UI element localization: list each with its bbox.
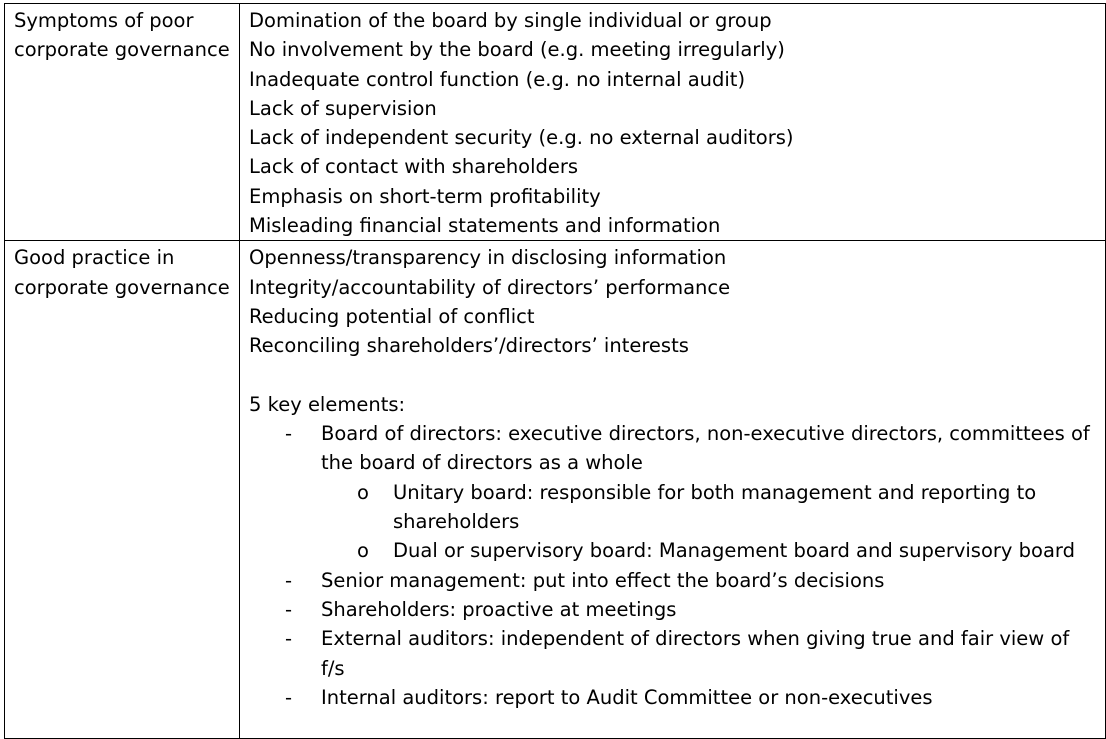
list-item: Openness/transparency in disclosing information xyxy=(249,246,727,270)
list-item: Misleading financial statements and information xyxy=(249,214,721,238)
list-item: Reducing potential of conflict xyxy=(249,304,535,328)
content-cell-symptoms xyxy=(240,4,1106,241)
list-item: No involvement by the board (e.g. meeting irregularly) xyxy=(249,38,785,62)
dash-bullet: - xyxy=(285,422,293,446)
sub-element-text: Unitary board: responsible for both management and reporting to shareholders xyxy=(393,480,1037,534)
key-element-text: Internal auditors: report to Audit Committee or non-executives xyxy=(321,685,933,709)
key-element-text: External auditors: independent of directors when giving true and fair view of f/s xyxy=(321,627,1070,680)
list-item: Inadequate control function (e.g. no internal audit) xyxy=(249,67,746,91)
key-elements-heading: 5 key elements: xyxy=(249,392,406,416)
list-item: Lack of independent security (e.g. no external auditors) xyxy=(249,126,794,150)
dash-bullet: - xyxy=(285,597,293,621)
list-item: Lack of contact with shareholders xyxy=(249,155,579,179)
key-element-text: Shareholders: proactive at meetings xyxy=(321,597,677,621)
key-element-item xyxy=(249,683,1097,712)
heading-cell-good-practice xyxy=(5,241,240,739)
key-element-item xyxy=(249,566,1097,595)
dash-bullet: - xyxy=(285,627,293,651)
list-item: Reconciling shareholders’/directors’ interests xyxy=(249,334,689,358)
list-item: Emphasis on short-term profitability xyxy=(249,184,601,208)
heading-cell-symptoms xyxy=(5,4,240,241)
sub-element-item xyxy=(249,478,1097,537)
dash-bullet: - xyxy=(285,568,293,592)
key-element-item xyxy=(249,595,1097,624)
sub-element-text: Dual or supervisory board: Management board and supervisory board xyxy=(393,539,1075,563)
circle-bullet: o xyxy=(357,539,369,563)
key-element-item xyxy=(249,419,1097,478)
list-item: Lack of supervision xyxy=(249,96,437,120)
list-item: Integrity/accountability of directors’ performance xyxy=(249,275,731,299)
key-element-text: Senior management: put into effect the board’s decisions xyxy=(321,568,885,592)
table-row-good-practice xyxy=(5,241,1106,739)
list-item: Domination of the board by single individual or group xyxy=(249,9,772,32)
content-cell-good-practice xyxy=(240,241,1106,739)
table-row-symptoms xyxy=(5,4,1106,241)
sub-element-item xyxy=(249,536,1097,565)
corporate-governance-table xyxy=(4,3,1106,739)
circle-bullet: o xyxy=(357,480,369,504)
blank-line xyxy=(249,361,1097,390)
key-element-text: Board of directors: executive directors, non-executive directors, committees of the board of directors as a whole xyxy=(321,422,1090,475)
heading-good-practice: Good practice in corporate governance xyxy=(14,246,230,299)
key-element-item xyxy=(249,624,1097,683)
dash-bullet: - xyxy=(285,685,293,709)
heading-symptoms: Symptoms of poor corporate governance xyxy=(14,9,230,62)
